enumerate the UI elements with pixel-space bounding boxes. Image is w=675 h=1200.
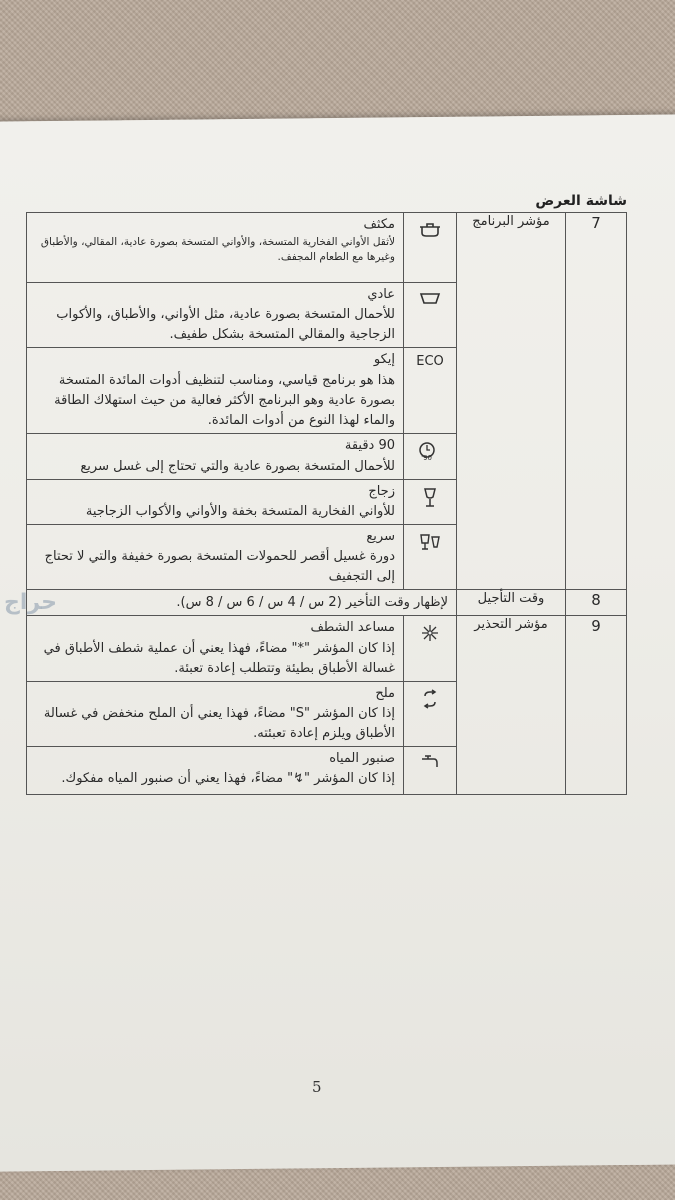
warning-title: صنبور المياه [329,751,395,767]
program-title: إيكو [373,352,395,368]
rinse-aid-icon [404,616,457,681]
program-title: زجاج [368,483,395,499]
program-text: للأحمال المتسخة بصورة عادية، مثل الأواني، والأطباق، والأكواب الزجاجية والمقالي المتسخة بشكل طفيف. [56,307,395,343]
warning-title: ملح [375,685,395,701]
program-cell [27,348,404,434]
delay-text: لإظهار وقت التأخير (2 س / 4 س / 6 س / 8 س). [27,590,457,616]
program-text: للأواني الفخارية المتسخة بخفة والأواني والأكواب الزجاجية [85,503,395,519]
program-title: سريع [366,528,395,544]
row-number: 9 [566,616,627,795]
table-row [27,616,627,681]
section-title: شاشة العرض [535,193,627,209]
warning-cell [27,616,404,681]
program-cell [27,434,404,479]
clock-90-icon [404,434,457,479]
program-cell [27,213,404,283]
warning-text: إذا كان المؤشر "S" مضاءً، فهذا يعني أن الملح منخفض في غسالة الأطباق ويلزم إعادة تعبئته. [43,705,395,742]
display-table [26,212,627,795]
program-title: مكثف [363,217,395,232]
glass-icon [404,479,457,524]
row-label: مؤشر البرنامج [457,213,566,590]
eco-icon: ECO [404,348,457,434]
program-cell [27,283,404,348]
table-row [27,590,627,616]
program-cell [27,524,404,589]
watermark: حراج [4,590,57,615]
row-number: 7 [566,213,627,590]
program-title: عادي [367,287,395,302]
salt-icon [404,681,457,746]
warning-text: إذا كان المؤشر "↯" مضاءً، فهذا يعني أن صنبور المياه مفكوك. [61,771,395,787]
row-label: وقت التأجيل [457,590,566,616]
program-text: لأثقل الأواني الفخارية المتسخة، والأواني المتسخة بصورة عادية، المقالي، والأطباق وغيرها مع الطعام المجفف. [40,236,395,264]
heavy-pot-icon [404,213,457,283]
program-text: هذا هو برنامج قياسي، ومناسب لتنظيف أدوات المائدة المتسخة بصورة عادية وهو البرنامج الأكثر فعالية من حيث استهلاك الطاقة والماء لهذا النوع من أدوات المائدة. [54,372,395,428]
tap-icon [404,747,457,795]
row-number: 8 [566,590,627,616]
normal-bowl-icon [404,283,457,348]
table-row [27,213,627,283]
quick-icon [404,524,457,589]
program-title: 90 دقيقة [344,438,395,454]
warning-text: إذا كان المؤشر "*" مضاءً، فهذا يعني أن عملية شطف الأطباق في غسالة الأطباق بطيئة وتتطلب إعادة تعبئة. [43,640,395,676]
row-label: مؤشر التحذير [457,616,566,795]
warning-title: مساعد الشطف [310,620,395,636]
warning-cell [27,747,404,795]
page-number: 5 [312,1078,322,1096]
program-text: دورة غسيل أقصر للحمولات المتسخة بصورة خفيفة والتي لا تحتاج إلى التجفيف [44,549,395,585]
svg-text:90': 90' [421,454,432,463]
program-text: للأحمال المتسخة بصورة عادية والتي تحتاج إلى غسل سريع [80,458,395,474]
warning-cell [27,681,404,746]
program-cell [27,479,404,524]
